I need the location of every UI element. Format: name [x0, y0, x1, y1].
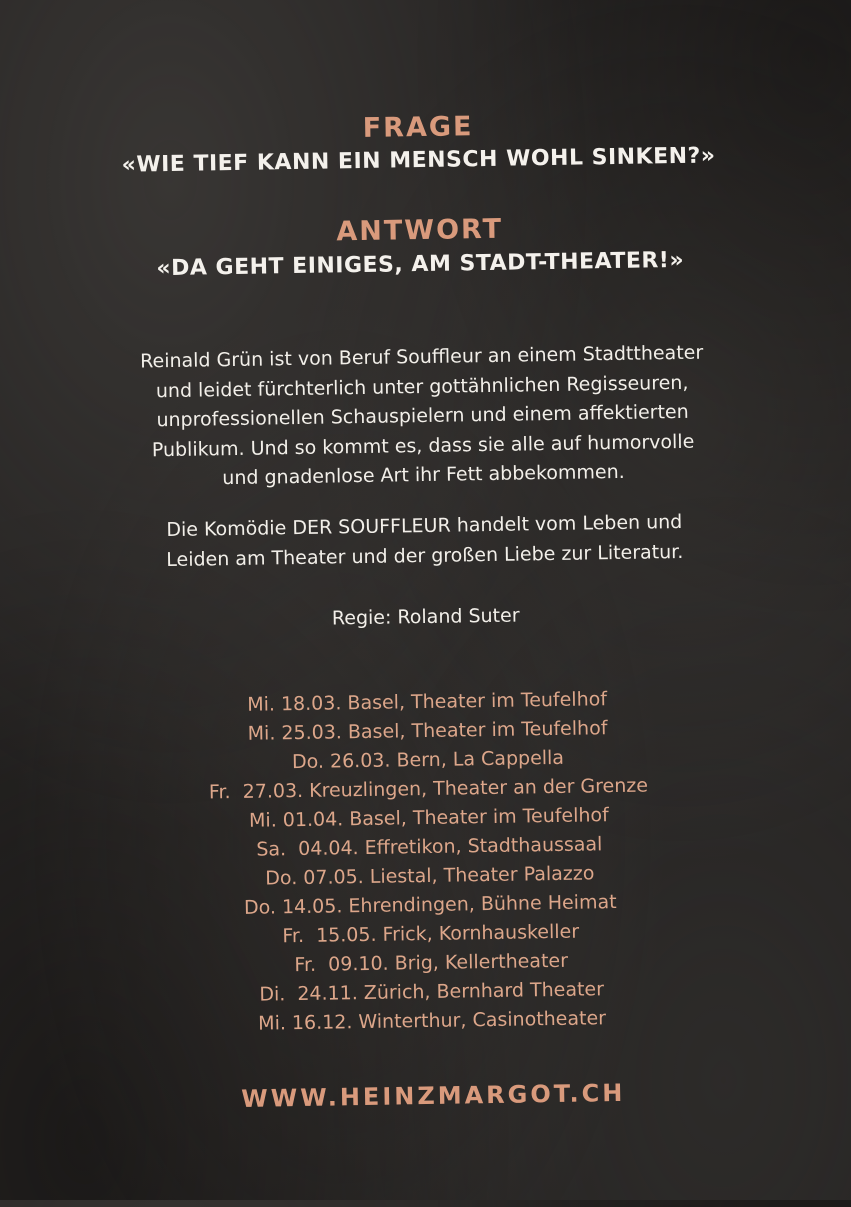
description-paragraph-2 — [59, 506, 791, 576]
tour-date: Mi. 18.03. Basel, Theater im Teufelhof — [247, 688, 608, 716]
director-credit: Regie: Roland Suter — [331, 604, 520, 630]
tour-date: Mi. 01.04. Basel, Theater im Teufelhof — [248, 804, 609, 832]
tour-date: Do. 26.03. Bern, La Cappella — [291, 746, 565, 774]
antwort-heading: ANTWORT — [336, 213, 504, 248]
tour-date: Fr. 15.05. Frick, Kornhauskeller — [282, 920, 580, 948]
antwort-quote: «DA GEHT EINIGES, AM STADT-THEATER!» — [156, 247, 685, 282]
description-line: Publikum. Und so kommt es, dass sie alle auf humorvolle — [151, 430, 695, 461]
description-line: und gnadenlose Art ihr Fett abbekommen. — [222, 460, 625, 490]
website-url: WWW.HEINZMARGOT.CH — [241, 1078, 626, 1113]
tour-date: Mi. 16.12. Winterthur, Casinotheater — [258, 1007, 607, 1035]
tour-date: Fr. 27.03. Kreuzlingen, Theater an der Grenze — [208, 774, 649, 804]
tour-date: Sa. 04.04. Effretikon, Stadthaussaal — [256, 833, 603, 861]
tour-date: Di. 24.11. Zürich, Bernhard Theater — [259, 978, 605, 1006]
description-line: Reinald Grün ist von Beruf Souffleur an einem Stadttheater — [140, 341, 704, 373]
description-line: unprofessionellen Schauspielern und einem affektierten — [156, 400, 689, 432]
frage-heading: FRAGE — [362, 111, 474, 144]
description-paragraph-1 — [56, 337, 789, 496]
description-line: Die Komödie DER SOUFFLEUR handelt vom Leben und — [166, 510, 683, 542]
frage-quote: «WIE TIEF KANN EIN MENSCH WOHL SINKEN?» — [121, 143, 716, 178]
description-line: Leiden am Theater und der großen Liebe zur Literatur. — [166, 540, 684, 571]
tour-date: Do. 14.05. Ehrendingen, Bühne Heimat — [243, 891, 617, 919]
tour-date: Mi. 25.03. Basel, Theater im Teufelhof — [247, 717, 608, 745]
tour-date: Do. 07.05. Liestal, Theater Palazzo — [265, 862, 595, 890]
description-line: und leidet fürchterlich unter gottähnlichen Regisseuren, — [155, 371, 689, 402]
tour-dates-list — [61, 682, 797, 1041]
tour-date: Fr. 09.10. Brig, Kellertheater — [294, 949, 569, 977]
